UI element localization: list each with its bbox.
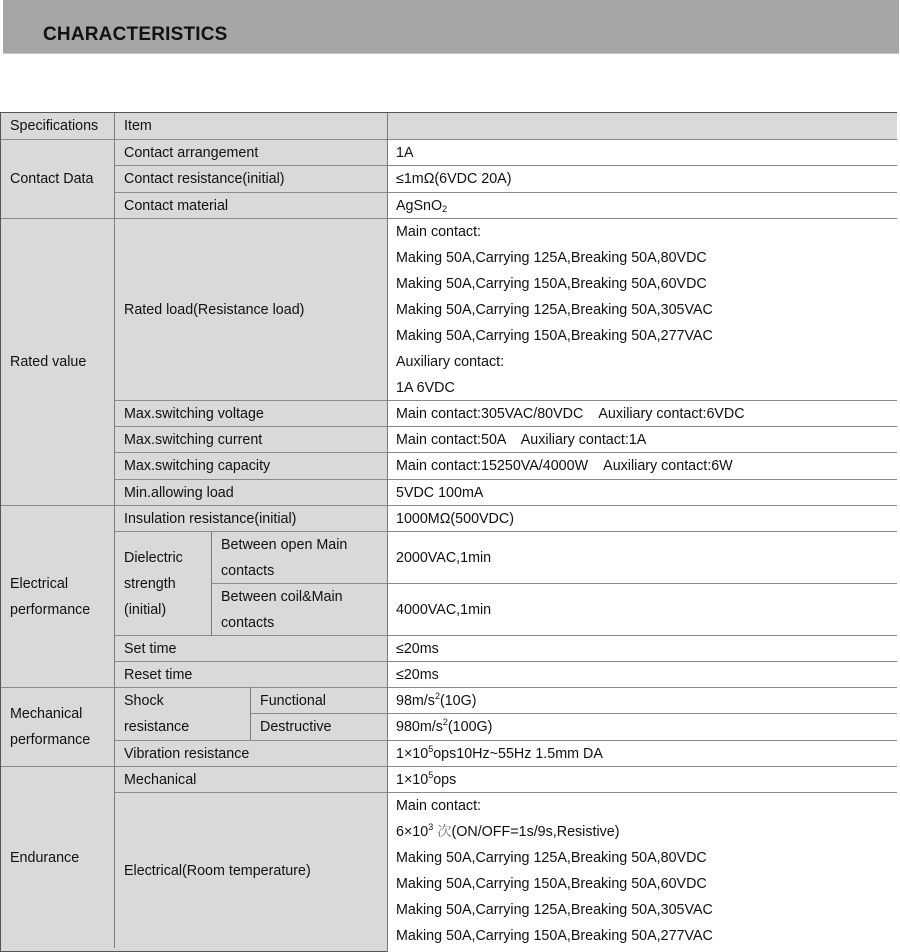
cycles-unit: 次 xyxy=(433,824,452,840)
item-vibration-resistance: Vibration resistance xyxy=(114,740,387,766)
value-text: 1×10 xyxy=(396,772,429,788)
header-item: Item xyxy=(114,113,387,139)
value-contact-arrangement: 1A xyxy=(387,139,897,165)
group-label-line: Mechanical xyxy=(10,706,83,722)
value-contact-resistance: ≤1mΩ(6VDC 20A) xyxy=(387,165,897,192)
item-rated-load xyxy=(114,218,387,400)
value-text: 98m/s xyxy=(396,693,435,709)
value-dielectric-coil xyxy=(387,583,897,635)
endurance-line: Making 50A,Carrying 125A,Breaking 50A,80VDC xyxy=(396,850,707,866)
rated-load-line: Making 50A,Carrying 150A,Breaking 50A,277VAC xyxy=(396,328,713,344)
value-vibration-resistance xyxy=(387,740,897,766)
subitem-destructive: Destructive xyxy=(250,713,387,740)
value-max-switching-current: Main contact:50A Auxiliary contact:1A xyxy=(387,426,897,452)
value-insulation-resistance: 1000MΩ(500VDC) xyxy=(387,505,897,531)
item-max-switching-capacity: Max.switching capacity xyxy=(114,452,387,479)
item-min-allowing-load: Min.allowing load xyxy=(114,479,387,505)
value-superscript: 5 xyxy=(428,744,434,754)
item-label: Electrical(Room temperature) xyxy=(124,862,311,879)
item-contact-resistance: Contact resistance(initial) xyxy=(114,165,387,192)
group-label: Contact Data xyxy=(10,171,94,187)
subitem-functional: Functional xyxy=(250,687,387,713)
item-label: Rated load(Resistance load) xyxy=(124,301,305,318)
rated-load-line: Making 50A,Carrying 125A,Breaking 50A,305VAC xyxy=(396,302,713,318)
section-banner xyxy=(3,0,899,54)
characteristics-table xyxy=(0,112,897,952)
subitem-between-coil-main xyxy=(211,583,387,635)
group-rated-value xyxy=(1,218,114,505)
header-value xyxy=(387,113,897,139)
value-text: ops10Hz~55Hz 1.5mm DA xyxy=(433,746,603,762)
subitem-label-line: Between coil&Main xyxy=(221,588,343,605)
material-text: AgSnO xyxy=(396,198,443,214)
group-contact-data xyxy=(1,139,114,218)
value-text: 2000VAC,1min xyxy=(396,549,492,566)
page-title: CHARACTERISTICS xyxy=(43,24,228,45)
value-shock-functional xyxy=(387,687,897,713)
item-label-line: resistance xyxy=(124,719,190,735)
value-text: (ON/OFF=1s/9s,Resistive) xyxy=(451,824,620,840)
item-electrical-endurance xyxy=(114,792,387,948)
item-label-line: (initial) xyxy=(124,601,167,618)
value-min-allowing-load: 5VDC 100mA xyxy=(387,479,897,505)
endurance-line xyxy=(396,819,897,845)
value-set-time: ≤20ms xyxy=(387,635,897,661)
item-label-line: Dielectric xyxy=(124,549,183,566)
rated-load-line: Making 50A,Carrying 150A,Breaking 50A,60VDC xyxy=(396,276,707,292)
endurance-line: Main contact: xyxy=(396,798,482,814)
value-dielectric-open xyxy=(387,531,897,583)
value-text: (10G) xyxy=(439,693,477,709)
item-contact-arrangement: Contact arrangement xyxy=(114,139,387,165)
group-label: Endurance xyxy=(10,849,80,866)
value-electrical-endurance xyxy=(387,792,897,952)
group-label-line: performance xyxy=(10,601,91,618)
item-shock-resistance xyxy=(114,687,250,740)
item-max-switching-voltage: Max.switching voltage xyxy=(114,400,387,426)
value-superscript: 2 xyxy=(442,717,448,727)
value-contact-material xyxy=(387,192,897,218)
group-label: Rated value xyxy=(10,354,87,370)
endurance-line: Making 50A,Carrying 150A,Breaking 50A,60VDC xyxy=(396,876,707,892)
subitem-label-line: contacts xyxy=(221,562,275,579)
value-text: (100G) xyxy=(447,719,493,735)
value-mechanical-endurance xyxy=(387,766,897,792)
value-superscript: 3 xyxy=(428,822,434,832)
value-shock-destructive xyxy=(387,713,897,740)
rated-load-line: Main contact: xyxy=(396,224,482,240)
subitem-label-line: Between open Main xyxy=(221,536,348,553)
subitem-between-open-main xyxy=(211,531,387,583)
group-label-line: Electrical xyxy=(10,575,68,592)
endurance-line: Making 50A,Carrying 125A,Breaking 50A,305VAC xyxy=(396,902,713,918)
item-contact-material: Contact material xyxy=(114,192,387,218)
group-endurance xyxy=(1,766,114,948)
item-max-switching-current: Max.switching current xyxy=(114,426,387,452)
item-insulation-resistance: Insulation resistance(initial) xyxy=(114,505,387,531)
value-text: 6×10 xyxy=(396,824,429,840)
item-dielectric-strength xyxy=(114,531,211,635)
rated-load-line: 1A 6VDC xyxy=(396,380,455,396)
header-specifications: Specifications xyxy=(1,113,114,139)
value-text: 1×10 xyxy=(396,746,429,762)
subitem-label-line: contacts xyxy=(221,614,275,631)
rated-load-line: Making 50A,Carrying 125A,Breaking 50A,80VDC xyxy=(396,250,707,266)
value-text: 4000VAC,1min xyxy=(396,601,492,618)
value-reset-time: ≤20ms xyxy=(387,661,897,687)
value-rated-load xyxy=(387,218,897,400)
item-label-line: Shock xyxy=(124,693,164,709)
item-reset-time: Reset time xyxy=(114,661,387,687)
value-superscript: 2 xyxy=(434,691,440,701)
item-label-line: strength xyxy=(124,575,176,592)
item-mechanical-endurance: Mechanical xyxy=(114,766,387,792)
rated-load-line: Auxiliary contact: xyxy=(396,354,505,370)
group-mechanical-performance xyxy=(1,687,114,766)
item-set-time: Set time xyxy=(114,635,387,661)
group-label-line: performance xyxy=(10,732,91,748)
value-superscript: 5 xyxy=(428,770,434,780)
value-text: 980m/s xyxy=(396,719,443,735)
material-subscript: 2 xyxy=(442,204,448,214)
value-max-switching-capacity: Main contact:15250VA/4000W Auxiliary contact:6W xyxy=(387,452,897,479)
value-text: ops xyxy=(433,772,457,788)
value-max-switching-voltage: Main contact:305VAC/80VDC Auxiliary contact:6VDC xyxy=(387,400,897,426)
group-electrical-performance xyxy=(1,505,114,687)
endurance-line: Making 50A,Carrying 150A,Breaking 50A,277VAC xyxy=(396,928,713,944)
